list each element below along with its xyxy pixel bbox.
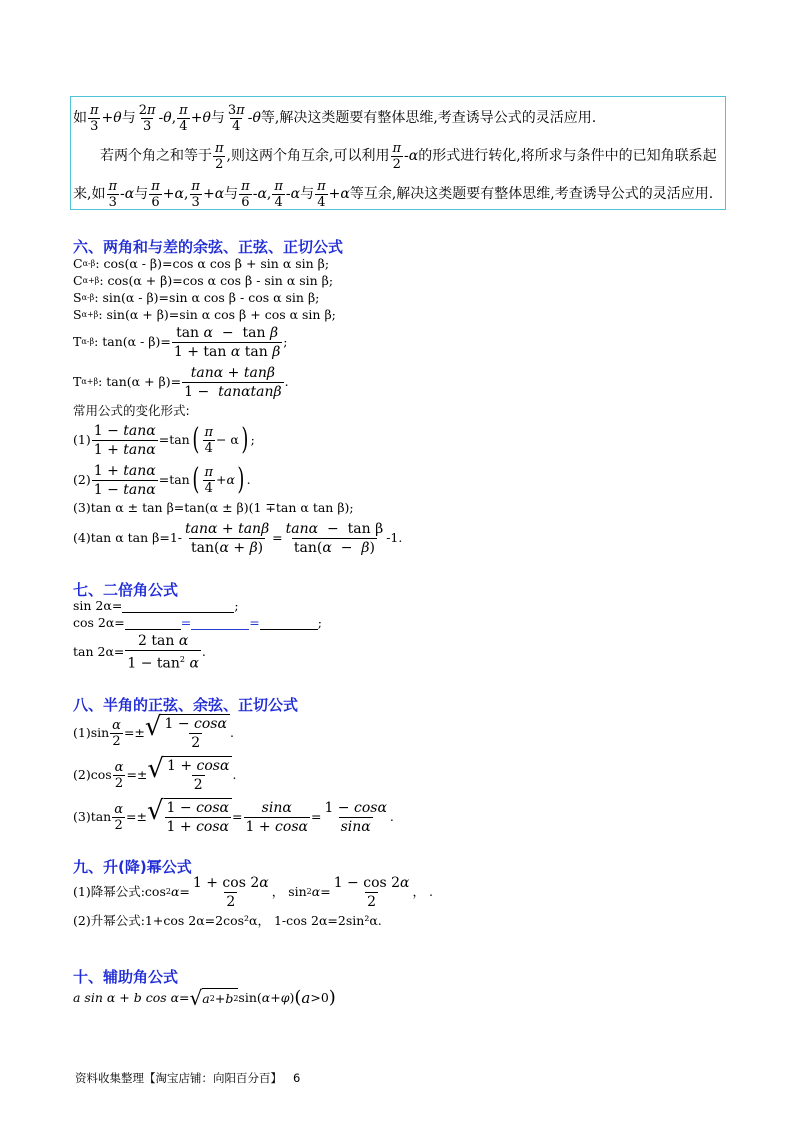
variant-4: (4)tan α tan β=1- $\frac{\tan\alpha + \tan\beta}{\tan(\alpha + \beta)}$ = $\frac{\text{tanα − tan β}}{\tan(\alpha - \beta)}$ -1.	[73, 520, 403, 556]
box-line-1-suffix: 等,解决这类题要有整体思维,考查诱导公式的灵活应用.	[260, 110, 597, 126]
variant-4-prefix: (4)tan α tan β=1-	[73, 530, 182, 545]
variant-2: (2) $\frac{1 + \tan\alpha}{1 - \tan\alpha}$ =tan ( $\frac{\pi}{4}$ + α ) .	[73, 462, 251, 498]
blank-cos2-1[interactable]	[125, 617, 181, 630]
box-line-2: 若两个角之和等于 $\frac{\pi}{2}$ ,则这两个角互余,可以利用 $\frac{\pi}{2}$ - α 的形式进行转化,将所求与条件中的已知角联系起	[100, 140, 717, 172]
formula-s-plus-text: sin(α + β)=sin α cos β + cos α sin β;	[106, 307, 336, 322]
double-angle-cos-lhs: cos 2α=	[73, 615, 125, 630]
formula-t-plus-lhs: tan(α + β)=	[106, 374, 182, 389]
box-line-2-suffix: 的形式进行转化,将所求与条件中的已知角联系起	[418, 148, 717, 164]
section-10-title: 十、辅助角公式	[73, 968, 179, 986]
double-angle-tan: tan 2α= $\frac{\text{2 tan α}}{1 - \tan^2 \alpha}$ .	[73, 632, 206, 672]
formula-s-minus: S α-β : sin(α - β)=sin α cos β - cos α sin β;	[73, 290, 320, 305]
formula-t-plus: T α+β : tan(α + β)= $\frac{\tan\alpha + \tan\beta}{1 - \tan\alpha\tan\beta}$ .	[73, 364, 289, 400]
blank-cos2-2[interactable]	[191, 617, 249, 630]
power-reduction: (1)降幂公式:cos 2 α = $\frac{1 + \cos 2\alpha}{2}$ ， sin 2 α = $\frac{1 - \cos 2\alpha}{2}$ ， .	[73, 874, 433, 910]
formula-c-plus: C α+β : cos(α + β)=cos α cos β - sin α sin β;	[73, 273, 334, 288]
box-line-3-prefix: 来,如	[73, 186, 106, 202]
half-angle-cos: (2)cos $\frac{\alpha}{2}$ =± √ $\frac{1 + \cos\alpha}{2}$ .	[73, 754, 237, 793]
formula-t-minus: T α-β : tan(α - β)= $\frac{\text{tan α − tan β}}{\text{1 + tan α tan β}}$ ;	[73, 324, 288, 360]
double-angle-sin: sin 2α= ;	[73, 598, 239, 613]
box-line-3: 来,如 $\frac{\pi}{3}$ - α 与 $\frac{\pi}{6}$ + α , $\frac{\pi}{3}$ + α 与 $\frac{\pi}{6}$ - α , $\frac{\pi}{4}$ - α 与 $\frac{\pi}{4}$ + α 等互余,解决这类题要有整体思维,考查诱导公式的灵活应用.	[73, 178, 714, 210]
power-reduction-prefix: (1)降幂公式:cos	[73, 884, 166, 899]
footer-text: 资料收集整理【淘宝店铺：向阳百分百】	[75, 1071, 282, 1085]
variant-title: 常用公式的变化形式:	[73, 403, 190, 418]
section-8-title: 八、半角的正弦、余弦、正切公式	[73, 696, 299, 714]
section-7-title: 七、二倍角公式	[73, 581, 179, 599]
formula-c-plus-text: cos(α + β)=cos α cos β - sin α sin β;	[107, 273, 334, 288]
auxiliary-angle: a sin α + b cos α= √ a 2 + b 2 sin( α + φ ) ( a >0 )	[73, 986, 336, 1010]
variant-3: (3)tan α ± tan β=tan(α ± β)(1 ∓tan α tan β);	[73, 500, 354, 515]
half-angle-sin: (1)sin $\frac{\alpha}{2}$ =± √ $\frac{1 - \cos\alpha}{2}$ .	[73, 712, 234, 751]
formula-s-minus-text: sin(α - β)=sin α cos β - cos α sin β;	[102, 290, 320, 305]
box-line-2-middle: ,则这两个角互余,可以利用	[226, 148, 390, 164]
auxiliary-angle-lhs: a sin α + b cos α=	[73, 990, 190, 1005]
half-angle-tan: (3)tan $\frac{\alpha}{2}$ =± √ $\frac{1 - \cos\alpha}{1 + \cos\alpha}$ = $\frac{\sin\alpha}{1 + \cos\alpha}$ = $\frac{1 - \cos\alpha}{\sin\alpha}$ .	[73, 796, 394, 835]
section-9-title: 九、升(降)幂公式	[73, 858, 192, 876]
formula-c-minus: C α-β : cos(α - β)=cos α cos β + sin α sin β;	[73, 256, 330, 271]
formula-s-plus: S α+β : sin(α + β)=sin α cos β + cos α sin β;	[73, 307, 336, 322]
blank-sin2[interactable]	[122, 600, 234, 613]
double-angle-tan-lhs: tan 2α=	[73, 644, 125, 659]
variant-1: (1) $\frac{1 - \tan\alpha}{1 + \tan\alpha}$ =tan ( $\frac{\pi}{4}$ − α ) ;	[73, 422, 255, 458]
section-6-title: 六、两角和与差的余弦、正弦、正切公式	[73, 238, 344, 256]
box-line-1: 如 $\frac{\pi}{3}$ + θ 与 $\frac{2\pi}{3}$ - θ , $\frac{\pi}{4}$ + θ 与 $\frac{3\pi}{4}$ - θ 等,解决这类题要有整体思维,考查诱导公式的灵活应用.	[73, 102, 597, 134]
box-line-1-prefix: 如	[73, 110, 87, 126]
formula-t-minus-lhs: tan(α - β)=	[102, 334, 171, 349]
blank-cos2-3[interactable]	[260, 617, 318, 630]
power-raising: (2)升幂公式:1+cos 2α=2cos²α， 1-cos 2α=2sin²α.	[73, 913, 382, 928]
page-number: 6	[292, 1071, 301, 1085]
double-angle-cos: cos 2α= = = ;	[73, 615, 322, 630]
footer	[75, 1070, 300, 1086]
formula-c-minus-text: cos(α - β)=cos α cos β + sin α sin β;	[103, 256, 330, 271]
box-line-2-prefix: 若两个角之和等于	[100, 148, 212, 164]
double-angle-sin-lhs: sin 2α=	[73, 598, 123, 613]
box-line-3-suffix: 等互余,解决这类题要有整体思维,考查诱导公式的灵活应用.	[349, 186, 714, 202]
